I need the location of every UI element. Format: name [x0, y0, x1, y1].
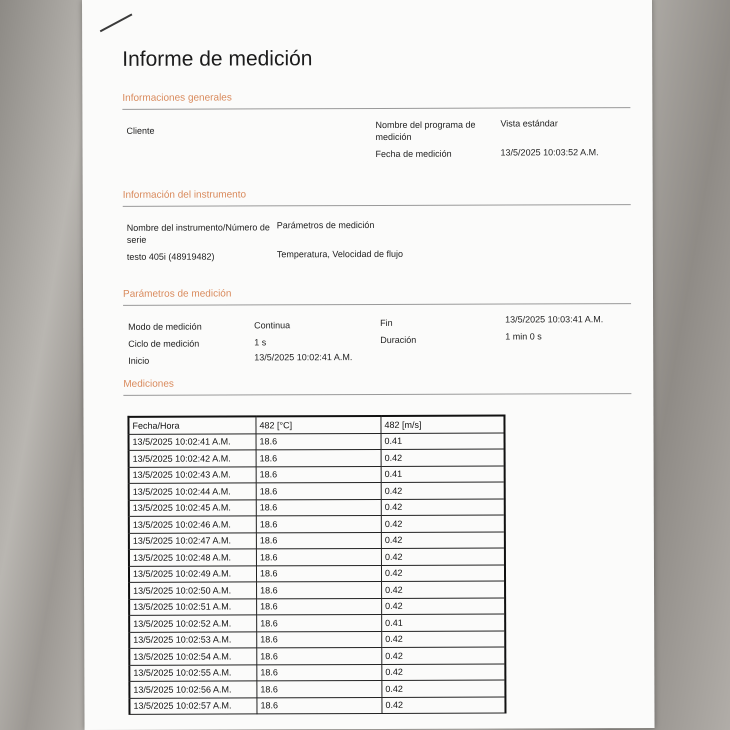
cell-datetime: 13/5/2025 10:02:57 A.M. [129, 697, 257, 714]
cell-temperature: 18.6 [256, 532, 381, 549]
cell-velocity: 0.42 [381, 532, 505, 549]
cell-datetime: 13/5/2025 10:02:51 A.M. [129, 598, 257, 615]
table-row [129, 433, 505, 451]
cell-datetime: 13/5/2025 10:02:45 A.M. [129, 499, 257, 516]
date-value: 13/5/2025 10:03:52 A.M. [500, 147, 599, 158]
column-header-velocity: 482 [m/s] [381, 416, 505, 433]
cell-temperature: 18.6 [257, 647, 382, 664]
column-header-temperature: 482 [°C] [256, 416, 381, 433]
cell-temperature: 18.6 [257, 581, 382, 598]
cell-velocity: 0.42 [382, 647, 506, 664]
table-row [129, 515, 505, 533]
cell-temperature: 18.6 [257, 631, 382, 648]
cell-temperature: 18.6 [257, 664, 382, 681]
duration-value: 1 min 0 s [505, 331, 542, 342]
section-heading-instrument: Información del instrumento [123, 188, 631, 207]
cell-velocity: 0.42 [382, 697, 506, 714]
cell-temperature: 18.6 [257, 598, 382, 615]
section-heading-general: Informaciones generales [122, 91, 630, 110]
table-row [129, 664, 505, 682]
cell-velocity: 0.42 [382, 598, 506, 615]
cell-velocity: 0.41 [382, 614, 506, 631]
mode-label: Modo de medición [128, 321, 202, 332]
cell-temperature: 18.6 [256, 515, 381, 532]
cell-temperature: 18.6 [257, 680, 382, 697]
cell-datetime: 13/5/2025 10:02:47 A.M. [129, 532, 257, 549]
cycle-label: Ciclo de medición [128, 338, 200, 349]
table-header-row [128, 416, 504, 434]
page-title: Informe de medición [122, 47, 313, 71]
table-row [129, 482, 505, 500]
cycle-value: 1 s [254, 337, 267, 348]
cell-datetime: 13/5/2025 10:02:49 A.M. [129, 565, 257, 582]
cell-velocity: 0.42 [382, 664, 506, 681]
table-row [129, 548, 505, 566]
cell-temperature: 18.6 [256, 499, 381, 516]
table-row [129, 697, 505, 715]
client-label: Cliente [126, 125, 155, 136]
cell-datetime: 13/5/2025 10:02:48 A.M. [129, 549, 257, 566]
instrument-name-label: Nombre del instrumento/Número de serie [126, 222, 270, 245]
cell-velocity: 0.42 [381, 548, 505, 565]
date-label: Fecha de medición [375, 148, 452, 159]
cell-velocity: 0.42 [381, 499, 505, 516]
cell-datetime: 13/5/2025 10:02:46 A.M. [129, 516, 257, 533]
cell-datetime: 13/5/2025 10:02:50 A.M. [129, 582, 257, 599]
cell-velocity: 0.41 [381, 433, 505, 450]
cell-temperature: 18.6 [256, 433, 381, 450]
table-row [129, 598, 505, 616]
table-row [129, 565, 505, 583]
pen-mark [100, 13, 133, 32]
table-row [129, 647, 505, 665]
section-heading-params: Parámetros de medición [123, 287, 631, 306]
column-header-datetime: Fecha/Hora [128, 416, 256, 433]
cell-temperature: 18.6 [256, 565, 381, 582]
table-row [129, 581, 505, 599]
cell-datetime: 13/5/2025 10:02:43 A.M. [129, 466, 257, 483]
program-label: Nombre del programa de medición [375, 119, 476, 142]
table-row [129, 614, 505, 632]
cell-datetime: 13/5/2025 10:02:53 A.M. [129, 631, 257, 648]
cell-datetime: 13/5/2025 10:02:55 A.M. [129, 664, 257, 681]
measurements-table [127, 415, 506, 715]
start-label: Inicio [128, 355, 150, 366]
cell-velocity: 0.42 [381, 565, 505, 582]
cell-temperature: 18.6 [256, 482, 381, 499]
cell-velocity: 0.42 [381, 482, 505, 499]
start-value: 13/5/2025 10:02:41 A.M. [254, 352, 353, 363]
cell-datetime: 13/5/2025 10:02:44 A.M. [129, 483, 257, 500]
table-row [129, 499, 505, 517]
cell-velocity: 0.41 [381, 466, 505, 483]
cell-datetime: 13/5/2025 10:02:42 A.M. [129, 450, 257, 467]
measurements-table-body [129, 433, 506, 715]
cell-temperature: 18.6 [257, 614, 382, 631]
table-row [129, 680, 505, 698]
cell-velocity: 0.42 [382, 680, 506, 697]
cell-temperature: 18.6 [256, 466, 381, 483]
cell-datetime: 13/5/2025 10:02:54 A.M. [129, 648, 257, 665]
program-value: Vista estándar [500, 118, 558, 129]
cell-temperature: 18.6 [256, 449, 381, 466]
cell-datetime: 13/5/2025 10:02:56 A.M. [129, 681, 257, 698]
instrument-params-value: Temperatura, Velocidad de flujo [276, 248, 403, 260]
cell-velocity: 0.42 [381, 515, 505, 532]
cell-datetime: 13/5/2025 10:02:52 A.M. [129, 615, 257, 632]
cell-temperature: 18.6 [257, 697, 382, 714]
cell-datetime: 13/5/2025 10:02:41 A.M. [129, 433, 257, 450]
table-row [129, 532, 505, 550]
section-heading-measurements: Mediciones [123, 377, 631, 396]
cell-temperature: 18.6 [256, 548, 381, 565]
table-row [129, 449, 505, 467]
instrument-params-label: Parámetros de medición [276, 219, 375, 231]
cell-velocity: 0.42 [381, 449, 505, 466]
cell-velocity: 0.42 [382, 631, 506, 648]
instrument-name-value: testo 405i (48919482) [126, 251, 215, 262]
end-value: 13/5/2025 10:03:41 A.M. [505, 314, 604, 325]
duration-label: Duración [380, 334, 417, 345]
end-label: Fin [380, 317, 393, 328]
table-row [129, 466, 505, 484]
cell-velocity: 0.42 [382, 581, 506, 598]
mode-value: Continua [254, 320, 291, 331]
report-page [82, 0, 655, 730]
table-row [129, 631, 505, 649]
